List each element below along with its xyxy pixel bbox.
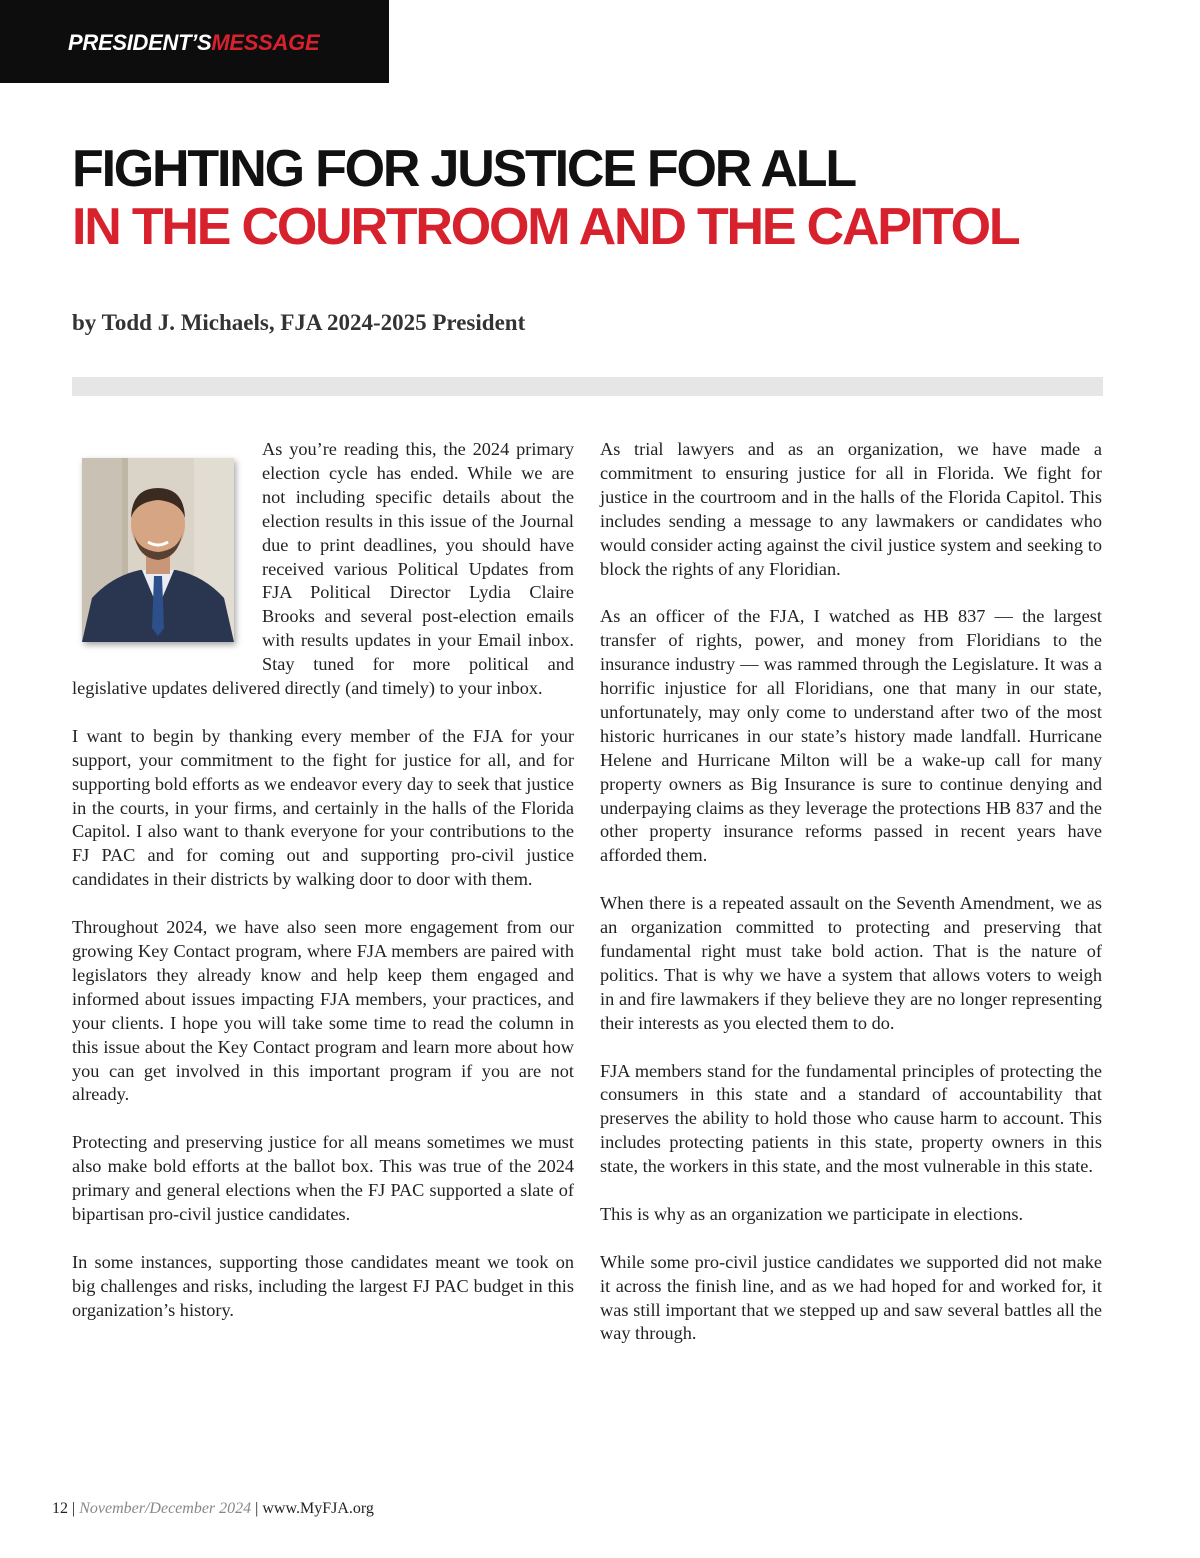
headline-line2: IN THE COURTROOM AND THE CAPITOL: [72, 198, 1019, 256]
right-paragraph-2: As an officer of the FJA, I watched as HB 837 — the largest transfer of rights, power, and money from Floridians to the insurance industry — was rammed through the Legislature. It was a horrific injustice for all Floridians, one that many in our state, unfortunately, may only come to understand after two of the most historic hurricanes in our state’s history made landfall. Hurricane Helene and Hurricane Milton will be a wake-up call for many property owners as Big Insurance is sure to continue denying and underpaying claims as they leverage the protections HB 837 and the other property insurance reforms passed in recent years have afforded them.: [600, 606, 1102, 866]
right-paragraph-5: This is why as an organization we participate in elections.: [600, 1203, 1024, 1224]
left-paragraph-1: As you’re reading this, the 2024 primary election cycle has ended. While we are not including specific details about the election results in this issue of the Journal due to print deadlines, you should have received various Political Updates from FJA Political Director Lydia Claire Brooks and several post-election emails with results updates in your Email inbox. Stay tuned for more political and legislative updates delivered directly (and timely) to your inbox.: [72, 439, 574, 699]
right-paragraph-4: FJA members stand for the fundamental principles of protecting the consumers in this state and a standard of accountability that preserves the ability to hold those who cause harm to account. This includes protecting patients in this state, property owners in this state, the workers in this state, and the most vulnerable in this state.: [600, 1060, 1102, 1177]
left-paragraph-3: Throughout 2024, we have also seen more engagement from our growing Key Contact program, where FJA members are paired with legislators they already know and help keep them engaged and informed about issues impacting FJA members, your practices, and your clients. I hope you will take some time to read the column in this issue about the Key Contact program and learn more about how you can get involved in this important program if you are not already.: [72, 917, 574, 1105]
page-number: 12: [52, 1500, 68, 1517]
right-paragraph-6: While some pro-civil justice candidates we supported did not make it across the finish line, and as we had hoped for and worked for, it was still important that we stepped up and saw several battles all the way through.: [600, 1251, 1102, 1344]
right-paragraph-1: As trial lawyers and as an organization, we have made a commitment to ensuring justice for all in Florida. We fight for justice in the courtroom and in the halls of the Florida Capitol. This includes sending a message to any lawmakers or candidates who would consider acting against the civil justice system and seeking to block the rights of any Floridian.: [600, 439, 1102, 579]
headline: [72, 140, 1018, 256]
left-paragraph-2: I want to begin by thanking every member of the FJA for your support, your commitment to the fight for justice for all, and for supporting bold efforts as we endeavor every day to seek that justice in the courts, in your firms, and certainly in the halls of the Florida Capitol. I also want to thank everyone for your contributions to the FJ PAC and for coming out and supporting pro-civil justice candidates in their districts by walking door to door with them.: [72, 725, 574, 890]
left-paragraph-5: In some instances, supporting those candidates meant we took on big challenges and risks, including the largest FJ PAC budget in this organization’s history.: [72, 1251, 574, 1320]
left-paragraph-4: Protecting and preserving justice for all means sometimes we must also make bold efforts at the ballot box. This was true of the 2024 primary and general elections when the FJ PAC supported a slate of bipartisan pro-civil justice candidates.: [72, 1132, 574, 1224]
page-footer: 12 | November/December 2024 | www.MyFJA.org: [52, 1500, 374, 1517]
section-tab: [0, 0, 389, 83]
section-label: [68, 30, 319, 56]
divider-bar: [72, 377, 1103, 396]
issue-date: November/December 2024: [79, 1500, 252, 1517]
author-portrait-image: [82, 458, 234, 642]
byline: by Todd J. Michaels, FJA 2024-2025 President: [72, 310, 526, 335]
author-photo: [82, 458, 234, 642]
right-paragraph-3: When there is a repeated assault on the Seventh Amendment, we as an organization committed to protecting and preserving that fundamental right must take bold action. That is the nature of politics. That is why we have a system that allows voters to weigh in and fire lawmakers if they believe they are no longer representing their interests as you elected them to do.: [600, 893, 1102, 1033]
author-photo-frame: [72, 442, 244, 656]
website-link[interactable]: www.MyFJA.org: [262, 1500, 374, 1517]
left-column: [72, 438, 574, 1346]
section-label-part1: PRESIDENT’S: [68, 30, 212, 55]
headline-line1: FIGHTING FOR JUSTICE FOR ALL: [72, 140, 855, 198]
section-label-part2: MESSAGE: [211, 30, 320, 55]
right-column: [600, 438, 1102, 1370]
